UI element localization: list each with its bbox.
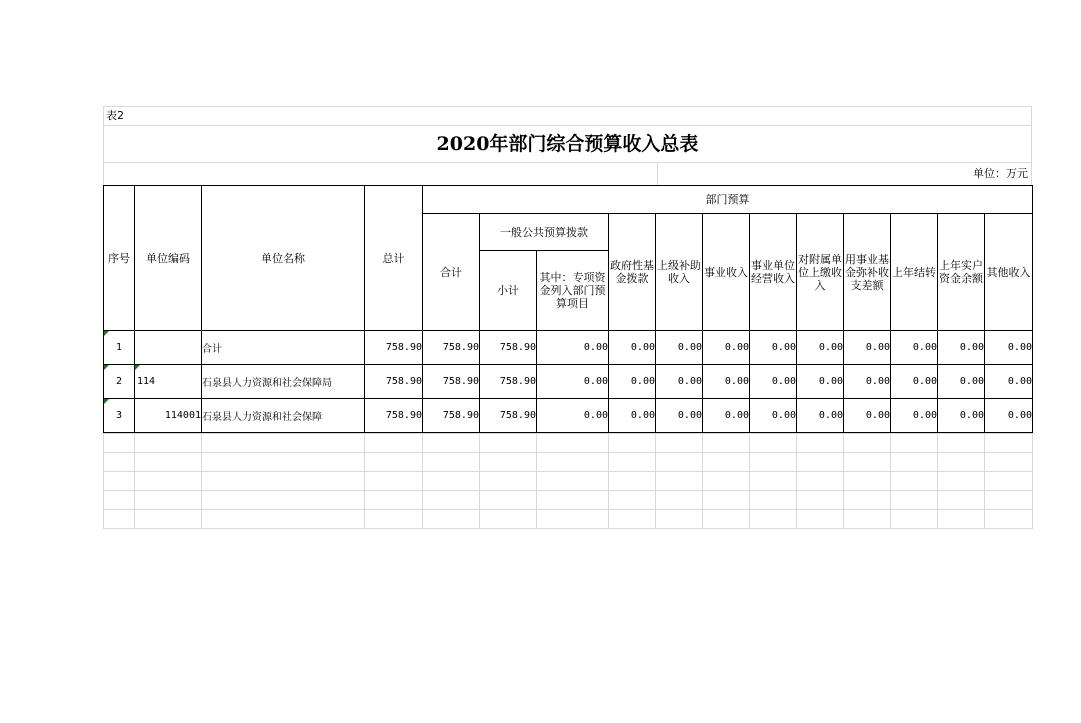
empty-cell [750,434,797,453]
empty-cell [423,453,480,472]
empty-cell [365,453,423,472]
cell-value: 758.90 [423,365,480,399]
empty-cell [135,434,202,453]
empty-cell [104,491,135,510]
header-balance: 上年实户资金余额 [938,214,985,331]
empty-cell [938,491,985,510]
table-row [104,399,1033,433]
empty-cell [202,472,365,491]
unit-divider [657,163,658,185]
header-sum: 合计 [423,214,480,331]
empty-cell [202,491,365,510]
empty-cell [797,491,844,510]
cell-value: 0.00 [703,399,750,433]
empty-cell [365,434,423,453]
table-row [104,365,1033,399]
unit-label: 单位：万元 [973,167,1028,180]
empty-cell [985,472,1033,491]
empty-cell [797,453,844,472]
empty-cell [480,434,537,453]
empty-cell [365,510,423,529]
empty-cell [537,510,609,529]
empty-cell [703,472,750,491]
empty-cell [985,510,1033,529]
header-general: 一般公共预算拨款 [480,214,609,251]
empty-cell [985,434,1033,453]
header-general-special: 其中：专项资金列入部门预算项目 [537,251,609,331]
header-total: 总计 [365,186,423,331]
cell-value: 0.00 [891,365,938,399]
header-carryover: 上年结转 [891,214,938,331]
header-business-income: 事业收入 [703,214,750,331]
cell-value: 0.00 [985,399,1033,433]
header-fund-gap: 用事业基金弥补收支差额 [844,214,891,331]
empty-cell [480,472,537,491]
empty-cell [844,510,891,529]
cell-value: 0.00 [938,331,985,365]
cell-value: 0.00 [797,331,844,365]
empty-row [104,510,1033,529]
empty-cell [609,434,656,453]
cell-value: 758.90 [365,331,423,365]
empty-cell [202,434,365,453]
cell-value: 0.00 [703,365,750,399]
empty-cell [938,453,985,472]
empty-cell [797,472,844,491]
cell-value: 0.00 [985,331,1033,365]
empty-cell [844,453,891,472]
empty-cell [537,491,609,510]
empty-cell [750,453,797,472]
empty-cell [891,472,938,491]
empty-cell [104,434,135,453]
empty-cell [609,491,656,510]
empty-cell [365,491,423,510]
cell-value: 0.00 [938,365,985,399]
header-seq: 序号 [104,186,135,331]
empty-cell [423,491,480,510]
empty-cell [423,434,480,453]
empty-cell [703,434,750,453]
empty-cell [537,434,609,453]
header-name: 单位名称 [202,186,365,331]
empty-cell [365,472,423,491]
empty-cell [135,491,202,510]
empty-cell [844,491,891,510]
empty-cell [656,434,703,453]
empty-cell [797,434,844,453]
empty-cell [480,510,537,529]
empty-cell [609,510,656,529]
cell-value: 0.00 [703,331,750,365]
empty-cell [609,472,656,491]
cell-value: 0.00 [844,331,891,365]
empty-cell [104,453,135,472]
empty-cell [938,472,985,491]
empty-cell [202,510,365,529]
cell-value: 758.90 [423,331,480,365]
empty-cell [750,472,797,491]
empty-cell [797,510,844,529]
spreadsheet [103,106,1032,529]
empty-cell [135,453,202,472]
cell-value: 758.90 [480,399,537,433]
cell-value: 0.00 [891,399,938,433]
header-operating-income: 事业单位经营收入 [750,214,797,331]
cell-value: 0.00 [797,365,844,399]
empty-row [104,434,1033,453]
header-gov-fund: 政府性基金拨款 [609,214,656,331]
empty-cell [537,472,609,491]
cell-value: 0.00 [609,365,656,399]
cell-value: 758.90 [365,365,423,399]
header-other: 其他收入 [985,214,1033,331]
empty-cell [703,453,750,472]
cell-code: 114 [135,365,202,399]
cell-value: 758.90 [480,365,537,399]
empty-cell [891,434,938,453]
cell-name: 石泉县人力资源和社会保障局 [202,365,365,399]
empty-cell [938,434,985,453]
cell-value: 0.00 [985,365,1033,399]
cell-code: 114001 [135,399,202,433]
cell-value: 0.00 [750,331,797,365]
empty-row [104,472,1033,491]
header-code: 单位编码 [135,186,202,331]
empty-cell [891,510,938,529]
cell-code [135,331,202,365]
header-affiliated-income: 对附属单位上缴收入 [797,214,844,331]
empty-row [104,453,1033,472]
cell-value: 0.00 [891,331,938,365]
cell-value: 0.00 [656,365,703,399]
cell-name: 合计 [202,331,365,365]
budget-table [103,185,1033,433]
cell-value: 0.00 [656,331,703,365]
cell-value: 0.00 [537,399,609,433]
cell-value: 0.00 [750,365,797,399]
empty-cell [423,472,480,491]
empty-row [104,491,1033,510]
cell-name: 石泉县人力资源和社会保障 [202,399,365,433]
cell-value: 0.00 [750,399,797,433]
cell-value: 0.00 [797,399,844,433]
cell-seq: 2 [104,365,135,399]
empty-cell [891,491,938,510]
empty-cell [423,510,480,529]
cell-seq: 3 [104,399,135,433]
empty-cell [656,491,703,510]
cell-value: 0.00 [656,399,703,433]
cell-value: 0.00 [537,331,609,365]
empty-cell [135,510,202,529]
empty-cell [750,510,797,529]
empty-cell [844,472,891,491]
cell-value: 0.00 [844,399,891,433]
empty-grid [103,433,1033,529]
empty-cell [891,453,938,472]
empty-cell [985,453,1033,472]
cell-seq: 1 [104,331,135,365]
header-general-sub: 小计 [480,251,537,331]
empty-cell [703,491,750,510]
cell-value: 758.90 [365,399,423,433]
empty-cell [480,453,537,472]
cell-value: 0.00 [844,365,891,399]
unit-row [103,162,1032,185]
empty-cell [480,491,537,510]
header-dept-budget: 部门预算 [423,186,1033,214]
empty-cell [135,472,202,491]
table-row [104,331,1033,365]
empty-cell [104,472,135,491]
empty-cell [656,453,703,472]
empty-cell [656,510,703,529]
cell-value: 0.00 [537,365,609,399]
page-title: 2020年部门综合预算收入总表 [103,125,1032,162]
header-upper-subsidy: 上级补助收入 [656,214,703,331]
empty-cell [537,453,609,472]
cell-value: 0.00 [938,399,985,433]
cell-value: 0.00 [609,399,656,433]
empty-cell [985,491,1033,510]
empty-cell [104,510,135,529]
table-tag: 表2 [103,106,1032,125]
empty-cell [609,453,656,472]
cell-value: 758.90 [480,331,537,365]
empty-cell [656,472,703,491]
empty-cell [938,510,985,529]
cell-value: 0.00 [609,331,656,365]
empty-cell [844,434,891,453]
empty-cell [750,491,797,510]
cell-value: 758.90 [423,399,480,433]
empty-cell [703,510,750,529]
empty-cell [202,453,365,472]
